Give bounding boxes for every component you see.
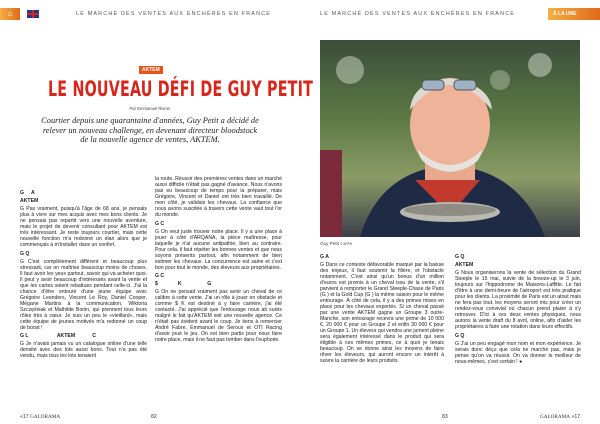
lead-paragraph: Courtier depuis une quarantaine d'années, Guy Petit a décidé de relever un nouveau challenge, en devenant directeur bloodstock de la nouvelle agence de ventes, AKTEM. (41, 116, 259, 144)
question-heading: G C (155, 220, 165, 227)
question-heading: G Q (455, 332, 465, 339)
issue-number: «17 (20, 414, 29, 420)
magazine-name: GALORAMA (30, 414, 61, 420)
question-heading: G L AKTEM C (20, 333, 96, 339)
column-3 (320, 254, 444, 367)
answer-paragraph: G Nous organiserons la vente de sélection du Grand Steeple le 15 mai, suivie de la breeze-up le 3 juin, toujours sur l'hippodrome de Maisons-Laffitte. Le fait d'être à une demi-heure de l'aéroport est très pratique pour les clients. La proximité de Paris est un atout mais ne fera pas tout, les moyens seront mis pour créer un rendez-vous convivial où chacun prend plaisir à s'y retrouver. D'ici à ces deux ventes physiques, nous aurons la vente draft du 8 avril, online, afin d'aider les propriétaires à faire une rotation dans leurs effectifs. (455, 270, 582, 330)
answer-paragraph: G Dans ce contexte défavorable marqué par la baisse des enjeux, il faut soutenir la filière, et l'obstacle notamment. C'est ainsi qu'un bonus d'un million d'euros est promis à un cheval issu de la vente, s'il parvient à remporter le Grand Steeple-Chase de Paris (G ) et la Gold Cup (G ) la même saison pour le même entourage. À côté de cela, il y a des primes mises en place pour les chevaux exportés. Si un cheval passé par une vente AKTEM gagne un Groupe 3 outre-Manche, son entourage recevra une prime de 10 000 €, 20 000 € pour un Groupe 2 et enfin 30 000 € pour un Groupe 1. Un éleveur qui vendra une jument pleine sera également intéressé dans le produit qui sera éligible à ces mêmes primes, ce à quoi je tenais beaucoup. On se donne ainsi les moyens de faire rêver les éleveurs, qui auront encore un intérêt à suivre la carrière de leurs produits. (320, 262, 444, 364)
section-a-la-une-button[interactable]: À LA UNE (548, 8, 600, 20)
column-4 (455, 254, 581, 367)
magazine-name: GALORAMA (540, 414, 570, 420)
question-heading: AKTEM (455, 262, 474, 268)
footer-left (20, 414, 60, 420)
column-2 (155, 176, 282, 346)
answer-paragraph: G On veut juste trouver notre place. Il y a une place à jouer à côté d'ARQANA, la pièce maîtresse, pour laquelle je n'ai aucune antipathie, bien au contraire. Pour cela, il faut répéter les bonnes ventes et que nous soyons présents partout, afin notamment de bien estimer les chevaux. La concurrence est saine et c'est bon pour tout le monde, des éleveurs aux propriétaires. (155, 228, 282, 271)
column-1 (20, 190, 147, 362)
answer-paragraph: G J'ai un peu engagé mon nom et mon expérience. Je serais donc déçu que cela ne marche pas, mais je pense qu'on va réussir. On va donner le meilleur de nous-mêmes, c'est certain ! ● (455, 340, 581, 365)
question-heading: $ K G (155, 281, 212, 287)
article-tag: AKTEM (139, 66, 163, 74)
caption-credit: © APRH (340, 242, 353, 246)
running-title-left: LE MARCHÉ DES VENTES AUX ENCHÈRES EN FRANCE (76, 11, 272, 17)
byline: Par Emmanuel Rivron (129, 106, 171, 111)
answer-paragraph: G Pas vraiment, puisqu'à l'âge de 68 ans, je pensais plus à vivre sur mes acquis avec mes bons clients. Je ne pensais pas repartir vers une nouvelle aventure, mais le projet de devenir consultant pour AKTEM est très intéressant. Je reste toujours courtier, mais cette nouvelle fonction m'a redonné un élan alors que je commençais à m'installer dans un confort. (20, 206, 147, 248)
running-title-right: LE MARCHÉ DES VENTES AUX ENCHÈRES EN FRANCE (320, 11, 516, 17)
answer-paragraph: G On ne pensait vraiment pas avoir un cheval de ce calibre à cette vente. J'ai un rôle à jouer en obstacle et comme $ K est destiné à y faire carrière, j'ai été contacté. J'ai apprécié que l'entourage nous ait suivis malgré le fait qu'AKTEM soit une nouvelle agence. Ce n'était pas évident avant le coup. Je tiens à remercier André Fabre, Emmanuel de Seroux et OTI Racing d'avoir joué le jeu. On est bien partis pour nous faire notre place, mais il ne faut pas tomber dans l'euphorie. (155, 289, 282, 343)
question-heading: G Q (20, 250, 30, 257)
article-title: LE NOUVEAU DÉFI DE GUY PETIT (48, 77, 314, 101)
issue-number: «17 (571, 414, 581, 420)
caption-text: Guy Petit (320, 241, 339, 246)
home-button[interactable] (0, 8, 20, 20)
footer-right (540, 414, 580, 420)
question-heading: G A (20, 190, 35, 196)
page-number-left: 82 (151, 414, 157, 420)
answer-paragraph: G Je n'avais jamais vu un catalogue online d'une telle densité avec des lots aussi bons. Tout n'a pas été vendu, mais tous les lots tenaient (20, 341, 147, 359)
question-heading: AKTEM (20, 198, 39, 204)
question-heading: G A (320, 254, 329, 260)
question-heading: G Q (455, 254, 465, 260)
answer-paragraph: la route. Réussir des premières ventes dans un marché aussi difficile n'était pas gagné d'avance. Nous n'avons pas eu beaucoup de temps pour la préparer, mais Grégoire, Vincent et Daniel ont très bien travaillé. De mon côté, je validais les chevaux. La confiance que nous avons suscitée à travers cette vente vaut tout l'or du monde. (155, 176, 282, 218)
answer-paragraph: G C'est complètement différent et beaucoup plus stressant, car on maîtrise beaucoup moins de choses. Il faut avoir les yeux partout, savoir qui va acheter quoi. Il peut y avoir beaucoup d'intéressés avant la vente et que les cartes soient rebattues pendant celle-ci. J'ai la chance d'être entouré d'une jeune équipe avec Grégoire Leenders, Vincent Le Roy, Daniel Cooper, Mégane Martins à la communication, Wiktoria Szczęśniak et Mathilde Bonin, qui prennent tous leurs rôles très à cœur. Je suis un peu le «vieillard», mais cette équipe de jeunes motivés m'a redonné un coup de boost ! (20, 258, 147, 331)
home-icon: ⌂ (7, 9, 13, 18)
uk-flag-language-button[interactable] (27, 10, 39, 18)
photo-caption (320, 241, 352, 247)
guy-petit-photo (320, 40, 580, 237)
question-heading: G C (155, 273, 165, 279)
page-number-right: 83 (442, 414, 448, 420)
